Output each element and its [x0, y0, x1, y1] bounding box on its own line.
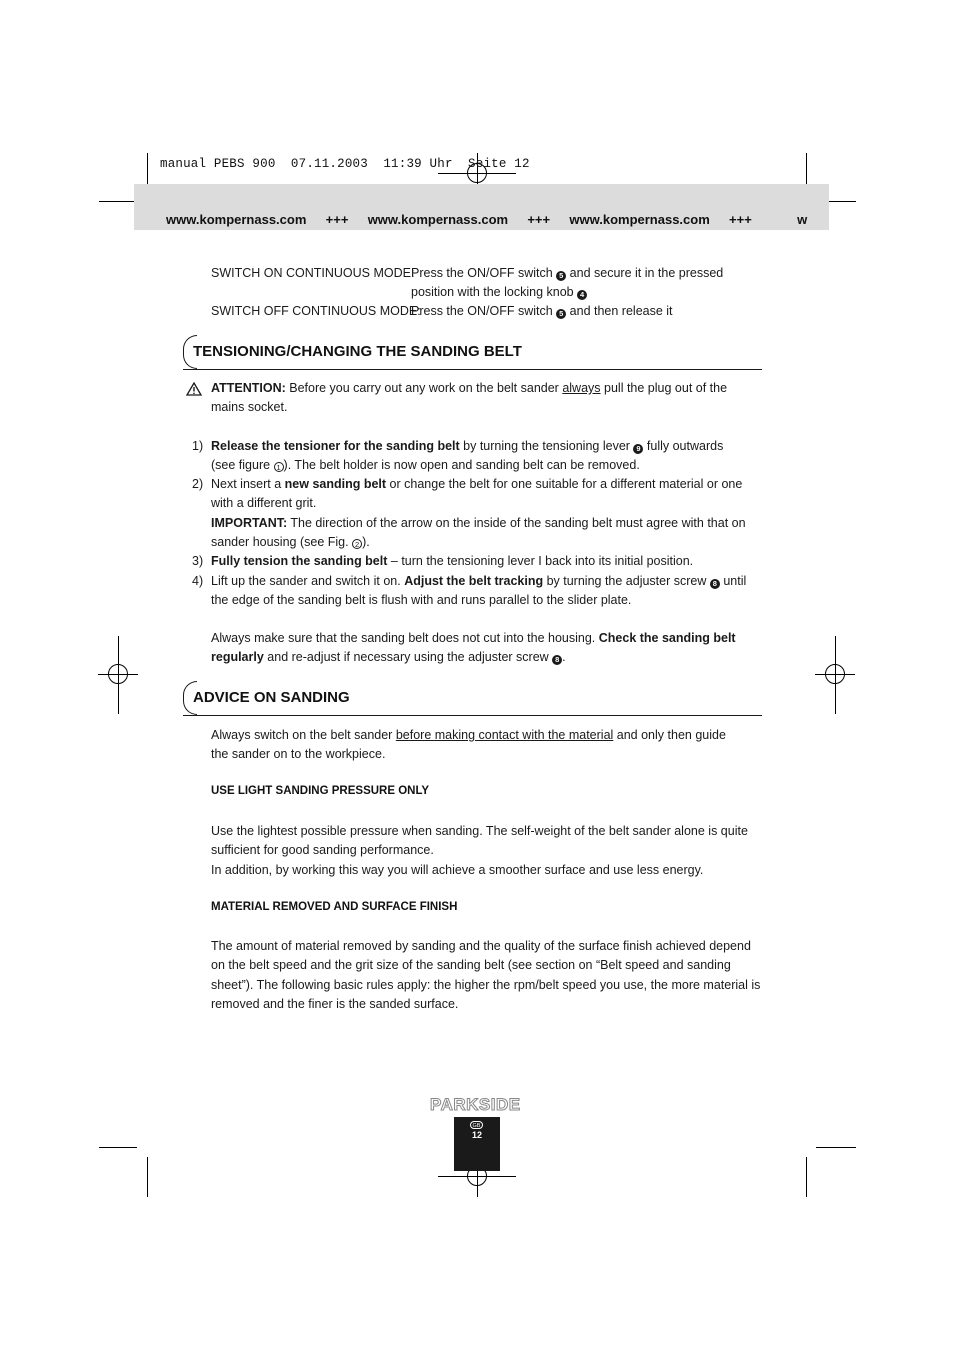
part-number-icon: 5 [556, 309, 566, 319]
warning-icon [186, 382, 202, 396]
belt-check-note: Always make sure that the sanding belt does not cut into the housing. Check the sanding belt regularly and re-adjust if necessary using the adjuster screw 8 . [211, 631, 736, 665]
banner-separator: +++ [729, 212, 752, 227]
step-number: 4) [192, 574, 204, 588]
material-paragraph: The amount of material removed by sanding and the quality of the surface finish achieved depend on the belt speed and the grit size of the sanding belt (see section on “Belt speed and sanding sheet”). The following basic rules apply: the higher the rpm/belt speed you use, the more material is removed and the finer is the sanded surface. [211, 939, 761, 1011]
registration-mark-icon [825, 664, 845, 684]
figure-number-icon: 2 [352, 539, 362, 549]
figure-number-icon: 1 [274, 462, 284, 472]
advice-intro: Always switch on the belt sander before making contact with the material and only then guide the sander on to the workpiece. [211, 728, 726, 762]
crop-mark [806, 1157, 807, 1197]
country-badge: GB [470, 1121, 483, 1129]
section-title: ADVICE ON SANDING [193, 689, 350, 706]
banner-separator: +++ [527, 212, 551, 227]
step-number: 2) [192, 477, 204, 491]
step-number: 1) [192, 439, 204, 453]
part-number-icon: 4 [577, 290, 587, 300]
subheading-material: MATERIAL REMOVED AND SURFACE FINISH [211, 901, 458, 913]
section-heading-advice [183, 681, 762, 716]
banner-link[interactable]: www.kompernass.com [367, 212, 509, 227]
page-number-box [454, 1117, 500, 1171]
registration-mark-icon [108, 664, 128, 684]
part-number-icon: 5 [556, 271, 566, 281]
crop-mark [147, 1157, 148, 1197]
parkside-logo: PARKSIDE [430, 1095, 521, 1114]
pressure-paragraph: Use the lightest possible pressure when sanding. The self-weight of the belt sander alone is quite sufficient for good sanding performance. In addition, by working this way you will achieve a smoother surface and use less energy. [211, 824, 748, 877]
part-number-icon: 8 [710, 579, 720, 589]
banner-urls [166, 212, 807, 227]
part-number-icon: 9 [633, 444, 643, 454]
banner-link[interactable]: www.kompernass.com [166, 212, 307, 227]
mode-label-off: SWITCH OFF CONTINUOUS MODE: [211, 304, 421, 318]
step-1: Release the tensioner for the sanding belt by turning the tensioning lever 9 fully outwards (see figure 1 ). The belt holder is now open and sanding belt can be removed. [211, 439, 724, 473]
crop-mark [99, 1147, 137, 1148]
subheading-pressure: USE LIGHT SANDING PRESSURE ONLY [211, 785, 430, 797]
header-banner [134, 184, 829, 230]
step-2: Next insert a new sanding belt or change the belt for one suitable for a different material or one with a different grit. IMPORTANT: The direction of the arrow on the inside of the sanding belt must agree with that on sander housing (see Fig. 2 ). [211, 477, 746, 549]
section-heading-tensioning [183, 335, 762, 370]
crop-mark [99, 201, 137, 202]
banner-link[interactable]: www.kompernass.com [569, 212, 710, 227]
section-title: TENSIONING/CHANGING THE SANDING BELT [193, 343, 522, 360]
step-number: 3) [192, 554, 204, 568]
step-3: Fully tension the sanding belt – turn the tensioning lever I back into its initial position. [211, 554, 694, 568]
part-number-icon: 8 [552, 655, 562, 665]
page-number: 12 [471, 1130, 482, 1140]
mode-desc-on: Press the ON/OFF switch 5 and secure it in the pressed position with the locking knob 4 [411, 266, 724, 300]
print-slug: manual PEBS 900 07.11.2003 11:39 Uhr Seite 12 [160, 157, 530, 171]
banner-link-cut: w [797, 212, 808, 227]
step-4: Lift up the sander and switch it on. Adjust the belt tracking by turning the adjuster screw 8 until the edge of the sanding belt is flush with and runs parallel to the slider plate. [211, 574, 747, 608]
banner-separator: +++ [325, 212, 349, 227]
mode-desc-off: Press the ON/OFF switch 5 and then release it [411, 304, 673, 318]
mode-label-on: SWITCH ON CONTINUOUS MODE: [211, 266, 415, 280]
crop-mark [816, 1147, 856, 1148]
attention-note: ATTENTION: Before you carry out any work on the belt sander always pull the plug out of the mains socket. [211, 381, 728, 415]
